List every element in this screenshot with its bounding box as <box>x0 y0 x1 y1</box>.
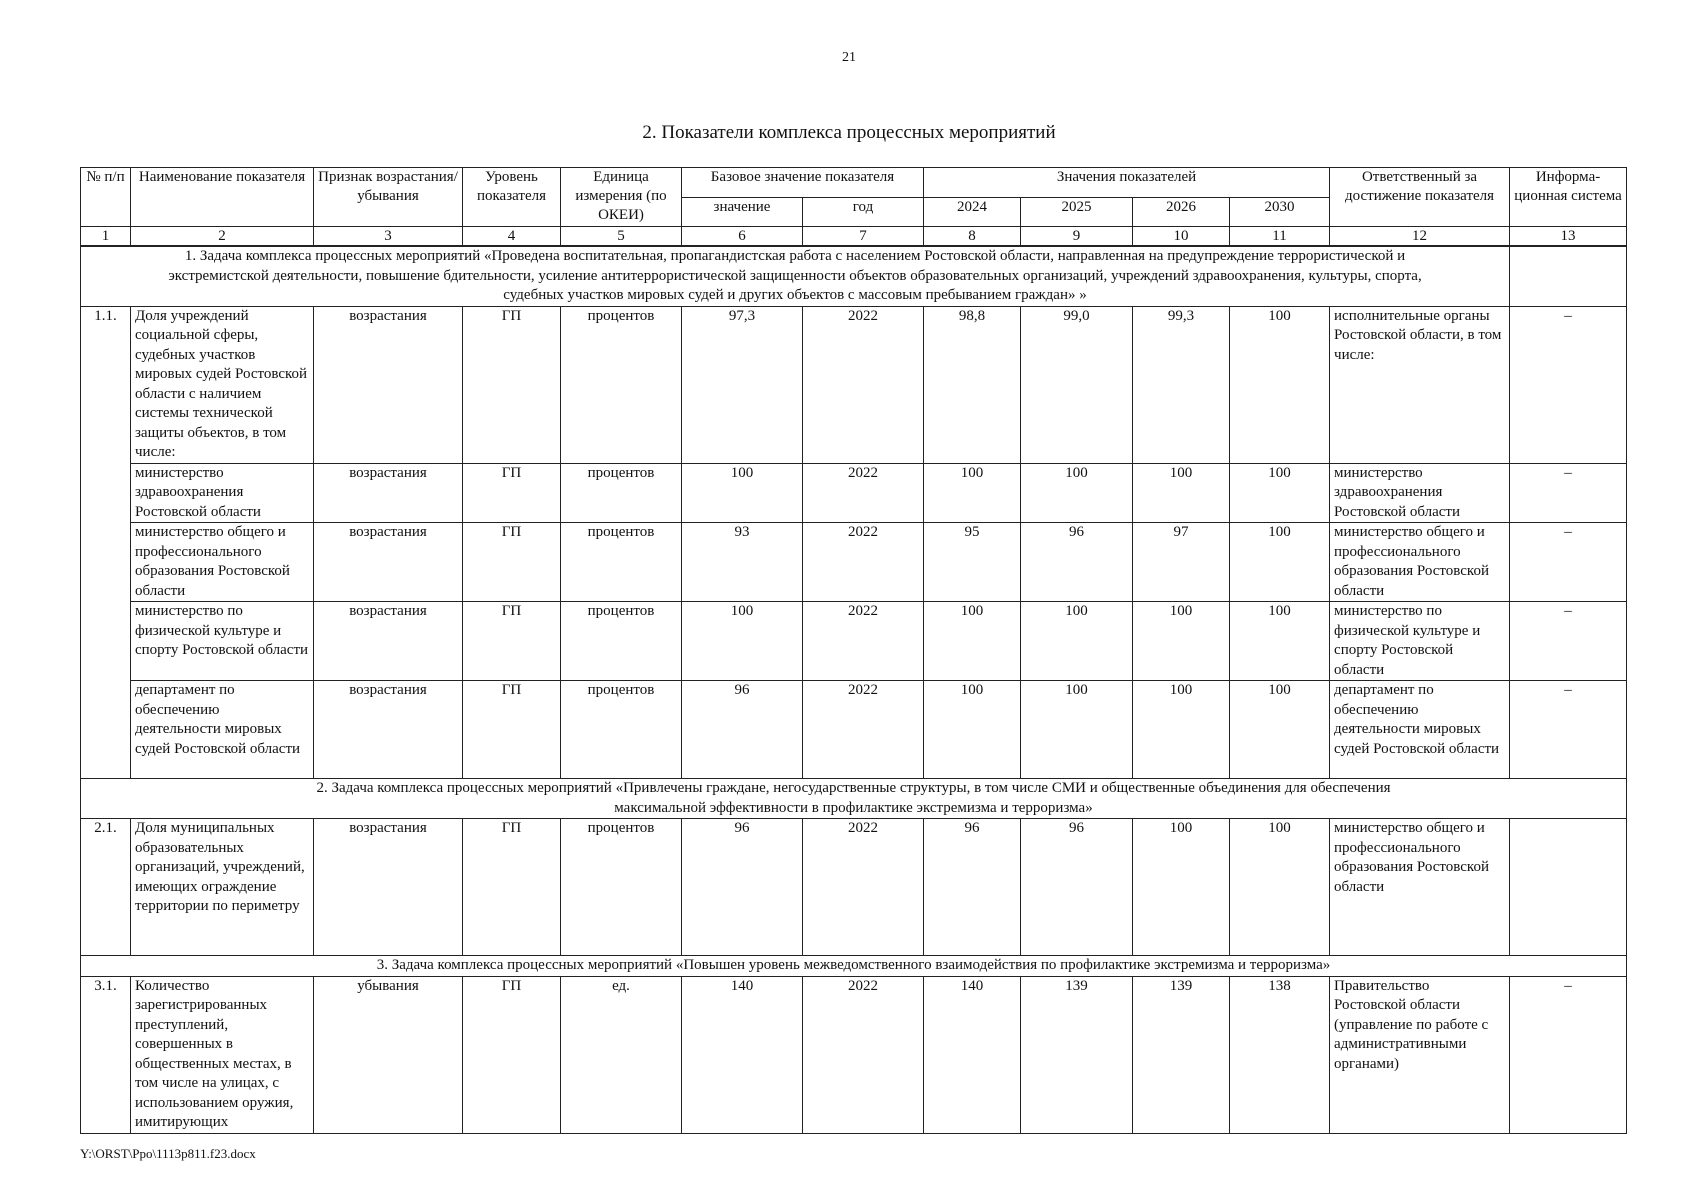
row-2024: 100 <box>924 602 1021 681</box>
table-row <box>81 681 1627 779</box>
row-base-value: 96 <box>682 681 803 779</box>
row-unit: процентов <box>561 306 682 463</box>
row-base-year: 2022 <box>803 681 924 779</box>
row-2025: 100 <box>1021 681 1133 779</box>
row-2026: 100 <box>1133 681 1230 779</box>
row-2024: 98,8 <box>924 306 1021 463</box>
table-row <box>81 306 1627 463</box>
row-2030: 100 <box>1230 819 1330 956</box>
row-base-year: 2022 <box>803 463 924 523</box>
row-num: 1.1. <box>81 306 131 779</box>
row-responsible: Правительство Ростовской области (управление по работе с административными органами) <box>1330 976 1510 1133</box>
row-responsible: министерство общего и профессионального образования Ростовской области <box>1330 523 1510 602</box>
row-2024: 95 <box>924 523 1021 602</box>
row-name: министерство общего и профессионального образования Ростовской области <box>131 523 314 602</box>
col-number: 9 <box>1021 227 1133 247</box>
row-level: ГП <box>463 602 561 681</box>
row-level: ГП <box>463 463 561 523</box>
row-name: департамент по обеспечению деятельности мировых судей Ростовской области <box>131 681 314 779</box>
row-level: ГП <box>463 681 561 779</box>
row-info: – <box>1510 602 1627 681</box>
col-number: 13 <box>1510 227 1627 247</box>
row-info <box>1510 819 1627 956</box>
row-unit: ед. <box>561 976 682 1133</box>
header-2025: 2025 <box>1021 197 1133 227</box>
col-number: 12 <box>1330 227 1510 247</box>
row-2026: 100 <box>1133 602 1230 681</box>
table-row <box>81 976 1627 1133</box>
col-number: 10 <box>1133 227 1230 247</box>
row-base-value: 140 <box>682 976 803 1133</box>
row-name: Доля учреждений социальной сферы, судебных участков мировых судей Ростовской области с наличием системы технической защиты объектов, в том числе: <box>131 306 314 463</box>
row-2026: 100 <box>1133 819 1230 956</box>
col-number: 3 <box>314 227 463 247</box>
row-2024: 100 <box>924 681 1021 779</box>
row-2025: 99,0 <box>1021 306 1133 463</box>
row-trend: возрастания <box>314 681 463 779</box>
task-2-text: 2. Задача комплекса процессных мероприятий «Привлечены граждане, негосударственные структуры, в том числе СМИ и общественные объединения для обеспечения максимальной эффективности в профилактике экстремизма и терроризма» <box>81 779 1627 819</box>
header-values-group: Значения показателей <box>924 168 1330 198</box>
col-number: 7 <box>803 227 924 247</box>
row-info: – <box>1510 523 1627 602</box>
col-number: 11 <box>1230 227 1330 247</box>
row-2026: 99,3 <box>1133 306 1230 463</box>
row-info: – <box>1510 681 1627 779</box>
row-level: ГП <box>463 976 561 1133</box>
task-2-row <box>81 779 1627 819</box>
row-2030: 100 <box>1230 306 1330 463</box>
header-base-group: Базовое значение показателя <box>682 168 924 198</box>
header-2026: 2026 <box>1133 197 1230 227</box>
row-2030: 100 <box>1230 681 1330 779</box>
table-row <box>81 463 1627 523</box>
column-numbers-row <box>81 227 1627 247</box>
page-number: 21 <box>842 50 856 65</box>
row-base-year: 2022 <box>803 602 924 681</box>
row-2030: 100 <box>1230 463 1330 523</box>
row-responsible: департамент по обеспечению деятельности мировых судей Ростовской области <box>1330 681 1510 779</box>
header-trend: Признак возрастания/ убывания <box>314 168 463 227</box>
row-base-value: 93 <box>682 523 803 602</box>
header-2024: 2024 <box>924 197 1021 227</box>
row-info: – <box>1510 463 1627 523</box>
row-unit: процентов <box>561 523 682 602</box>
row-name: Доля муниципальных образовательных организаций, учреждений, имеющих ограждение территории по периметру <box>131 819 314 956</box>
col-number: 8 <box>924 227 1021 247</box>
row-base-year: 2022 <box>803 306 924 463</box>
row-level: ГП <box>463 523 561 602</box>
col-number: 5 <box>561 227 682 247</box>
header-2030: 2030 <box>1230 197 1330 227</box>
row-2025: 100 <box>1021 602 1133 681</box>
row-responsible: исполнительные органы Ростовской области, в том числе: <box>1330 306 1510 463</box>
task-3-row <box>81 956 1627 977</box>
header-unit: Единица измерения (по ОКЕИ) <box>561 168 682 227</box>
row-2024: 96 <box>924 819 1021 956</box>
row-unit: процентов <box>561 681 682 779</box>
row-level: ГП <box>463 306 561 463</box>
table-row <box>81 819 1627 956</box>
row-level: ГП <box>463 819 561 956</box>
row-num: 3.1. <box>81 976 131 1133</box>
row-unit: процентов <box>561 463 682 523</box>
row-2030: 100 <box>1230 523 1330 602</box>
row-base-value: 96 <box>682 819 803 956</box>
task-1-row <box>81 246 1627 306</box>
col-number: 4 <box>463 227 561 247</box>
row-responsible: министерство здравоохранения Ростовской области <box>1330 463 1510 523</box>
task-1-text: 1. Задача комплекса процессных мероприятий «Проведена воспитательная, пропагандистская работа с населением Ростовской области, направленная на предупреждение террористической и экстремистской деятельности, повышение бдительности, усиление антитеррористической защищенности объектов образовательных организаций, учреждений здравоохранения, культуры, спорта, судебных участков мировых судей и других объектов с массовым пребыванием граждан» » <box>81 246 1510 306</box>
header-base-value: значение <box>682 197 803 227</box>
row-num: 2.1. <box>81 819 131 956</box>
row-unit: процентов <box>561 602 682 681</box>
row-2025: 96 <box>1021 523 1133 602</box>
row-2025: 139 <box>1021 976 1133 1133</box>
row-unit: процентов <box>561 819 682 956</box>
row-trend: возрастания <box>314 602 463 681</box>
row-trend: возрастания <box>314 306 463 463</box>
footer-file-path: Y:\ORST\Ppo\1113p811.f23.docx <box>80 1146 256 1161</box>
row-name: Количество зарегистрированных преступлений, совершенных в общественных местах, в том числе на улицах, с использованием оружия, имитирующих <box>131 976 314 1133</box>
row-2024: 140 <box>924 976 1021 1133</box>
header-name: Наименование показателя <box>131 168 314 227</box>
row-name: министерство по физической культуре и спорту Ростовской области <box>131 602 314 681</box>
col-number: 2 <box>131 227 314 247</box>
header-info-system: Информа-ционная система <box>1510 168 1627 227</box>
row-trend: убывания <box>314 976 463 1133</box>
row-base-value: 100 <box>682 602 803 681</box>
row-2025: 96 <box>1021 819 1133 956</box>
row-base-year: 2022 <box>803 523 924 602</box>
task-3-text: 3. Задача комплекса процессных мероприятий «Повышен уровень межведомственного взаимодействия по профилактике экстремизма и терроризма» <box>81 956 1627 977</box>
col-number: 1 <box>81 227 131 247</box>
table-row <box>81 602 1627 681</box>
row-base-year: 2022 <box>803 976 924 1133</box>
row-base-value: 97,3 <box>682 306 803 463</box>
col-number: 6 <box>682 227 803 247</box>
row-2030: 100 <box>1230 602 1330 681</box>
row-base-year: 2022 <box>803 819 924 956</box>
row-2030: 138 <box>1230 976 1330 1133</box>
row-info: – <box>1510 306 1627 463</box>
header-row-1 <box>81 168 1627 198</box>
row-2026: 100 <box>1133 463 1230 523</box>
row-2026: 97 <box>1133 523 1230 602</box>
header-level: Уровень показателя <box>463 168 561 227</box>
header-base-year: год <box>803 197 924 227</box>
row-base-value: 100 <box>682 463 803 523</box>
indicators-table <box>80 167 1627 1134</box>
row-2025: 100 <box>1021 463 1133 523</box>
row-responsible: министерство по физической культуре и спорту Ростовской области <box>1330 602 1510 681</box>
row-info: – <box>1510 976 1627 1133</box>
row-2026: 139 <box>1133 976 1230 1133</box>
section-title: 2. Показатели комплекса процессных мероприятий <box>642 122 1056 143</box>
header-responsible: Ответственный за достижение показателя <box>1330 168 1510 227</box>
row-2024: 100 <box>924 463 1021 523</box>
row-trend: возрастания <box>314 523 463 602</box>
header-num: № п/п <box>81 168 131 227</box>
table-row <box>81 523 1627 602</box>
row-name: министерство здравоохранения Ростовской области <box>131 463 314 523</box>
row-trend: возрастания <box>314 463 463 523</box>
row-responsible: министерство общего и профессионального образования Ростовской области <box>1330 819 1510 956</box>
row-trend: возрастания <box>314 819 463 956</box>
